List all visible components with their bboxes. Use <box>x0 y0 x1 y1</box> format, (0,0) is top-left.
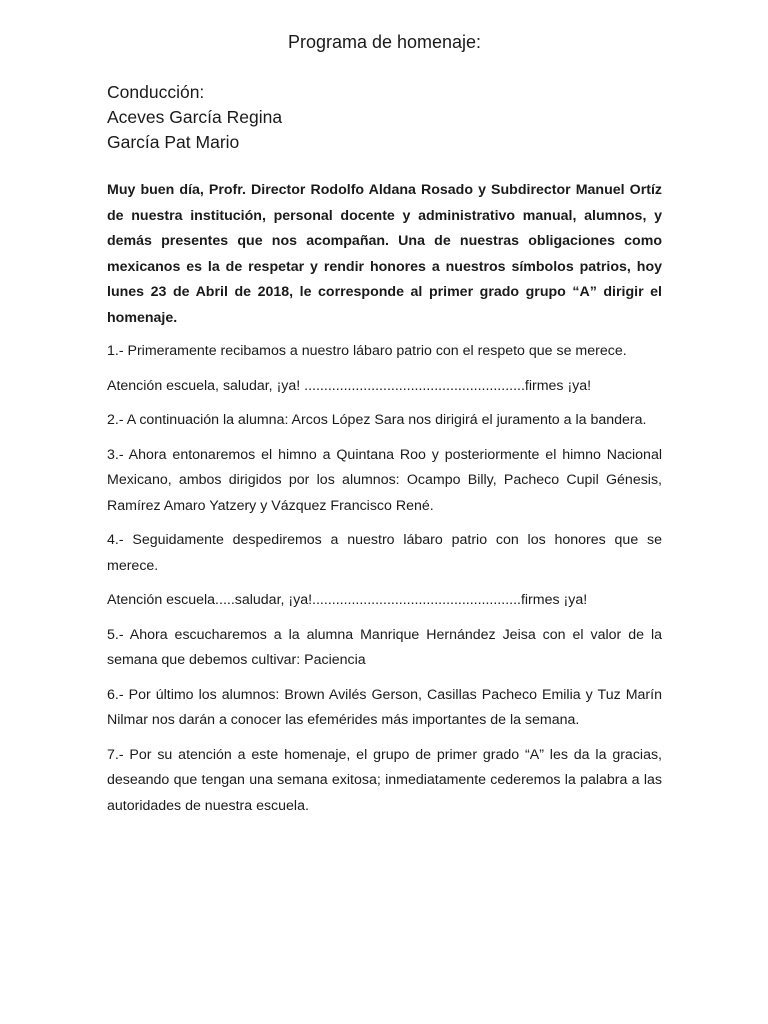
program-item-5: 5.- Ahora escucharemos a la alumna Manrique Hernández Jeisa con el valor de la semana que debemos cultivar: Paciencia <box>107 626 662 668</box>
document-title: Programa de homenaje: <box>287 32 482 52</box>
document-page <box>107 0 662 1024</box>
conductor-name: Aceves García Regina <box>107 107 283 127</box>
command-line-1: Atención escuela, saludar, ¡ya! ........................................................firmes ¡ya! <box>107 377 592 394</box>
conduccion-heading: Conducción: <box>107 82 205 102</box>
command-line-2: Atención escuela.....saludar, ¡ya!.....................................................firmes ¡ya! <box>107 592 588 608</box>
conduccion-block <box>107 80 282 155</box>
program-item-4: 4.- Seguidamente despediremos a nuestro lábaro patrio con los honores que se merece. <box>107 532 662 574</box>
intro-paragraph: Muy buen día, Profr. Director Rodolfo Aldana Rosado y Subdirector Manuel Ortíz de nuestra institución, personal docente y administrativo manual, alumnos, y demás presentes que nos acompañan. Una de nuestras obligaciones como mexicanos es la de respetar y rendir honores a nuestros símbolos patrios, hoy lunes 23 de Abril de 2018, le corresponde al primer grado grupo “A” dirigir el homenaje. <box>107 182 662 326</box>
conductor-name: García Pat Mario <box>107 132 240 152</box>
program-item-1: 1.- Primeramente recibamos a nuestro lábaro patrio con el respeto que se merece. <box>107 343 627 359</box>
program-item-6: 6.- Por último los alumnos: Brown Avilés Gerson, Casillas Pacheco Emilia y Tuz Marín Nilmar nos darán a conocer las efemérides más importantes de la semana. <box>107 686 662 728</box>
program-item-3: 3.- Ahora entonaremos el himno a Quintana Roo y posteriormente el himno Nacional Mexicano, ambos dirigidos por los alumnos: Ocampo Billy, Pacheco Cupil Génesis, Ramírez Amaro Yatzery y Vázquez Francisco René. <box>107 446 662 514</box>
program-item-2: 2.- A continuación la alumna: Arcos López Sara nos dirigirá el juramento a la bandera. <box>107 412 647 428</box>
program-body <box>107 178 662 828</box>
program-item-7: 7.- Por su atención a este homenaje, el grupo de primer grado “A” les da la gracias, deseando que tengan una semana exitosa; inmediatamente cederemos la palabra a las autoridades de nuestra escuela. <box>107 746 662 814</box>
